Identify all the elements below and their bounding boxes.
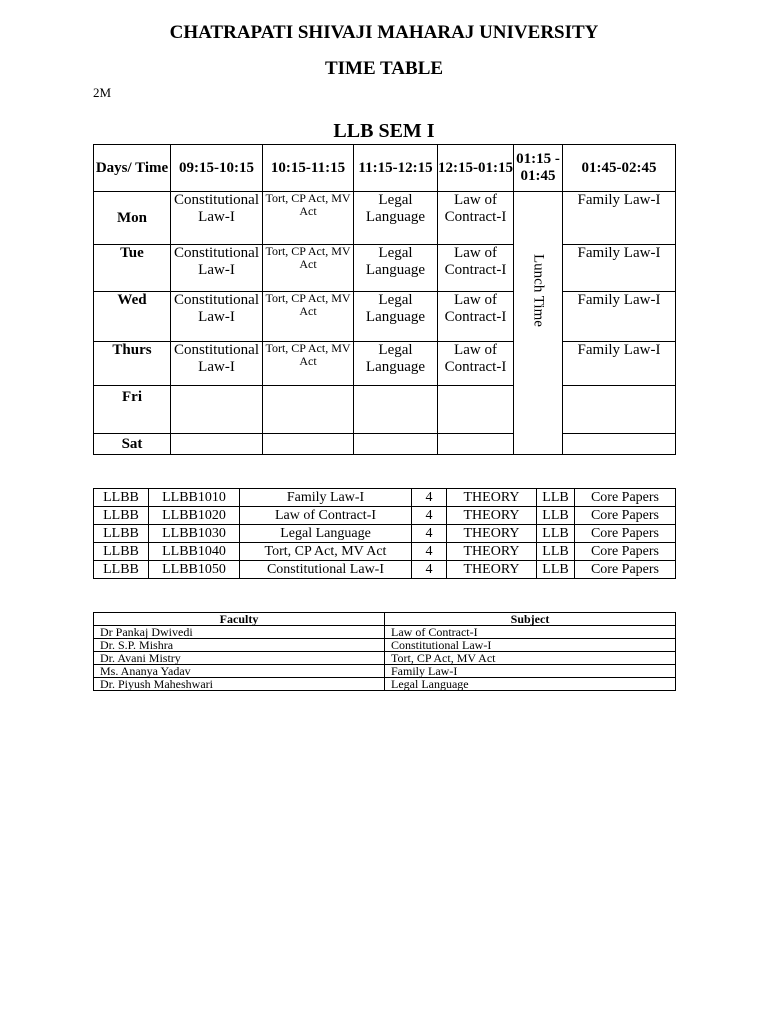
class-cell: [171, 434, 263, 455]
class-cell: Constitutional Law-I: [171, 245, 263, 292]
slot-header: 10:15-11:15: [263, 145, 354, 192]
days-time-header: Days/ Time: [94, 145, 171, 192]
lunch-cell: [514, 192, 563, 455]
day-cell: Fri: [94, 386, 171, 434]
class-cell: Tort, CP Act, MV Act: [263, 292, 354, 342]
timetable-row-tue: [94, 245, 676, 292]
day-cell: Thurs: [94, 342, 171, 386]
course-cell: THEORY: [447, 525, 537, 543]
course-cell: Law of Contract-I: [240, 507, 412, 525]
class-cell: Legal Language: [354, 192, 438, 245]
class-cell: Law of Contract-I: [438, 342, 514, 386]
class-cell: [263, 434, 354, 455]
slot-header: 12:15-01:15: [438, 145, 514, 192]
timetable-row-thurs: [94, 342, 676, 386]
course-cell: Core Papers: [575, 525, 676, 543]
class-cell: Tort, CP Act, MV Act: [263, 245, 354, 292]
class-cell: Family Law-I: [563, 342, 676, 386]
class-code: 2M: [93, 85, 112, 100]
class-cell: [263, 386, 354, 434]
faculty-row: [94, 665, 676, 678]
class-cell: Family Law-I: [563, 192, 676, 245]
university-title: CHATRAPATI SHIVAJI MAHARAJ UNIVERSITY: [169, 22, 599, 43]
course-cell: Core Papers: [575, 543, 676, 561]
semester-title: LLB SEM I: [333, 120, 435, 142]
slot-header: 11:15-12:15: [354, 145, 438, 192]
class-cell: Family Law-I: [563, 245, 676, 292]
course-cell: 4: [412, 507, 447, 525]
course-cell: LLB: [537, 561, 575, 579]
timetable: [93, 144, 676, 455]
course-cell: LLBB1020: [149, 507, 240, 525]
course-cell: LLB: [537, 525, 575, 543]
course-row: [94, 507, 676, 525]
course-cell: Core Papers: [575, 507, 676, 525]
day-cell: Sat: [94, 434, 171, 455]
faculty-name: Dr. Piyush Maheshwari: [94, 678, 385, 691]
course-cell: 4: [412, 525, 447, 543]
timetable-row-mon: [94, 192, 676, 245]
course-cell: 4: [412, 543, 447, 561]
faculty-name: Dr. S.P. Mishra: [94, 639, 385, 652]
faculty-subject: Law of Contract-I: [385, 626, 676, 639]
timetable-row-wed: [94, 292, 676, 342]
class-cell: [563, 434, 676, 455]
timetable-header-row: [94, 145, 676, 192]
class-cell: Legal Language: [354, 292, 438, 342]
faculty-row: [94, 626, 676, 639]
course-row: [94, 543, 676, 561]
faculty-name: Ms. Ananya Yadav: [94, 665, 385, 678]
class-cell: [354, 434, 438, 455]
class-cell: Constitutional Law-I: [171, 342, 263, 386]
course-cell: THEORY: [447, 489, 537, 507]
course-cell: LLB: [537, 543, 575, 561]
class-cell: [438, 434, 514, 455]
faculty-name: Dr. Avani Mistry: [94, 652, 385, 665]
class-cell: [354, 386, 438, 434]
class-cell: Law of Contract-I: [438, 245, 514, 292]
class-cell: Family Law-I: [563, 292, 676, 342]
class-cell: Constitutional Law-I: [171, 192, 263, 245]
faculty-row: [94, 652, 676, 665]
course-cell: LLBB1040: [149, 543, 240, 561]
course-cell: THEORY: [447, 561, 537, 579]
class-cell: Legal Language: [354, 342, 438, 386]
class-cell: Law of Contract-I: [438, 292, 514, 342]
class-cell: Tort, CP Act, MV Act: [263, 342, 354, 386]
timetable-row-fri: [94, 386, 676, 434]
course-cell: 4: [412, 561, 447, 579]
course-cell: THEORY: [447, 543, 537, 561]
day-cell: Wed: [94, 292, 171, 342]
faculty-header: Faculty: [94, 613, 385, 626]
course-cell: LLBB: [94, 507, 149, 525]
course-table: [93, 488, 676, 579]
course-cell: THEORY: [447, 507, 537, 525]
page-title: TIME TABLE: [324, 58, 444, 79]
course-cell: LLBB1050: [149, 561, 240, 579]
slot-header: 09:15-10:15: [171, 145, 263, 192]
course-cell: LLBB1010: [149, 489, 240, 507]
faculty-row: [94, 678, 676, 691]
class-cell: Constitutional Law-I: [171, 292, 263, 342]
faculty-name: Dr Pankaj Dwivedi: [94, 626, 385, 639]
slot-header: 01:45-02:45: [563, 145, 676, 192]
faculty-header-row: [94, 613, 676, 626]
day-cell: Mon: [94, 192, 171, 245]
faculty-subject: Legal Language: [385, 678, 676, 691]
faculty-table: [93, 612, 676, 691]
faculty-subject: Constitutional Law-I: [385, 639, 676, 652]
course-row: [94, 525, 676, 543]
subject-header: Subject: [385, 613, 676, 626]
course-cell: 4: [412, 489, 447, 507]
course-cell: LLB: [537, 489, 575, 507]
course-cell: LLB: [537, 507, 575, 525]
course-row: [94, 561, 676, 579]
course-cell: Legal Language: [240, 525, 412, 543]
faculty-row: [94, 639, 676, 652]
course-cell: Constitutional Law-I: [240, 561, 412, 579]
course-cell: Core Papers: [575, 561, 676, 579]
course-cell: LLBB: [94, 489, 149, 507]
course-cell: LLBB: [94, 525, 149, 543]
class-cell: [563, 386, 676, 434]
class-cell: Tort, CP Act, MV Act: [263, 192, 354, 245]
timetable-row-sat: [94, 434, 676, 455]
lunch-label: Lunch Time: [530, 254, 547, 327]
course-cell: Core Papers: [575, 489, 676, 507]
class-cell: Law of Contract-I: [438, 192, 514, 245]
class-cell: [438, 386, 514, 434]
class-cell: [171, 386, 263, 434]
day-cell: Tue: [94, 245, 171, 292]
course-row: [94, 489, 676, 507]
slot-header: 01:15 - 01:45: [514, 145, 563, 192]
course-cell: LLBB1030: [149, 525, 240, 543]
course-cell: LLBB: [94, 561, 149, 579]
faculty-subject: Tort, CP Act, MV Act: [385, 652, 676, 665]
faculty-subject: Family Law-I: [385, 665, 676, 678]
course-cell: Family Law-I: [240, 489, 412, 507]
course-cell: LLBB: [94, 543, 149, 561]
course-cell: Tort, CP Act, MV Act: [240, 543, 412, 561]
class-cell: Legal Language: [354, 245, 438, 292]
